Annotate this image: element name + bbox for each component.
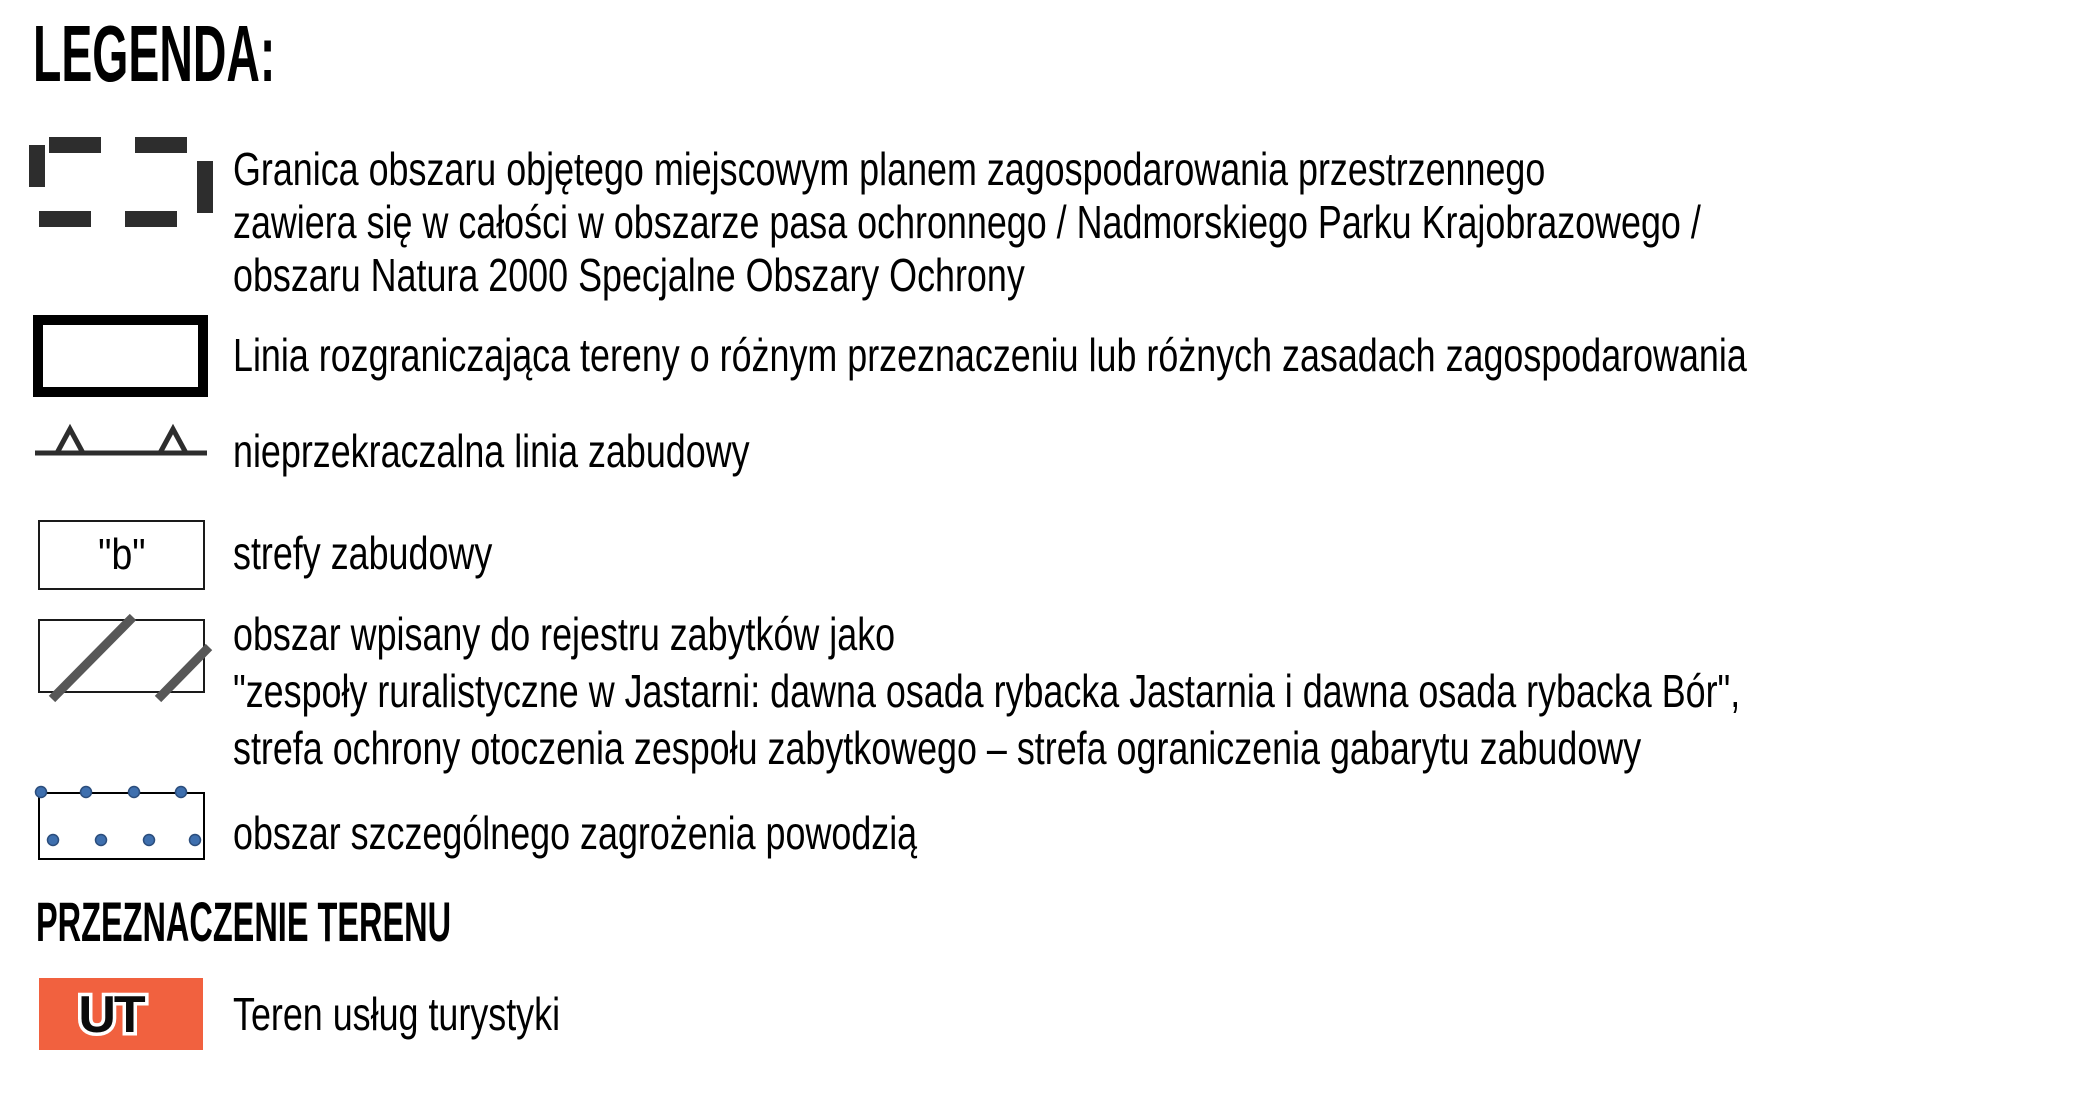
legend-item-building-line-label bbox=[233, 425, 750, 478]
legend-text-line: Granica obszaru objętego miejscowym planem zagospodarowania przestrzennego bbox=[233, 143, 1546, 195]
dotted-area-icon bbox=[38, 788, 210, 868]
legend-text-line: strefa ochrony otoczenia zespołu zabytkowego – strefa ograniczenia gabarytu zabudowy bbox=[233, 722, 1642, 774]
legend-item-flood-area-label bbox=[233, 807, 917, 860]
legend-text-line: zawiera się w całości w obszarze pasa ochronnego / Nadmorskiego Parku Krajobrazowego / bbox=[233, 196, 1701, 248]
legend-item-plan-boundary-label bbox=[233, 143, 1701, 302]
legend-item-dividing-line-label bbox=[233, 329, 1747, 382]
legend-text-line: Teren usług turystyki bbox=[233, 988, 561, 1040]
zone-letter-label: "b" bbox=[97, 530, 146, 579]
section-heading-land-use: PRZEZNACZENIE TERENU bbox=[36, 890, 452, 953]
legend-text-line: obszar szczególnego zagrożenia powodzią bbox=[233, 807, 918, 859]
legend-text-line: obszaru Natura 2000 Specjalne Obszary Ochrony bbox=[233, 249, 1025, 301]
solid-rectangle-icon bbox=[33, 315, 208, 397]
legend-text-line: Linia rozgraniczająca tereny o różnym przeznaczeniu lub różnych zasadach zagospodarowania bbox=[233, 329, 1747, 381]
legend-text-line: "zespoły ruralistyczne w Jastarni: dawna osada rybacka Jastarnia i dawna osada rybacka Bór", bbox=[233, 665, 1741, 717]
legend-title: LEGENDA: bbox=[33, 9, 276, 98]
dashed-rectangle-icon bbox=[29, 137, 213, 227]
legend-item-heritage-area-label bbox=[233, 606, 1740, 777]
legend-text-line: nieprzekraczalna linia zabudowy bbox=[233, 425, 750, 477]
ut-area-icon bbox=[39, 978, 203, 1050]
legend-item-building-zones-label bbox=[233, 527, 492, 580]
legend-text-line: strefy zabudowy bbox=[233, 527, 493, 579]
ut-zone-label: UT bbox=[78, 986, 144, 1044]
legend-text-line: obszar wpisany do rejestru zabytków jako bbox=[233, 608, 896, 660]
triangle-line-icon bbox=[35, 425, 210, 470]
diagonal-hatch-icon bbox=[38, 618, 210, 702]
letter-box-icon bbox=[38, 520, 205, 590]
legend-item-tourism-services-label bbox=[233, 988, 560, 1041]
